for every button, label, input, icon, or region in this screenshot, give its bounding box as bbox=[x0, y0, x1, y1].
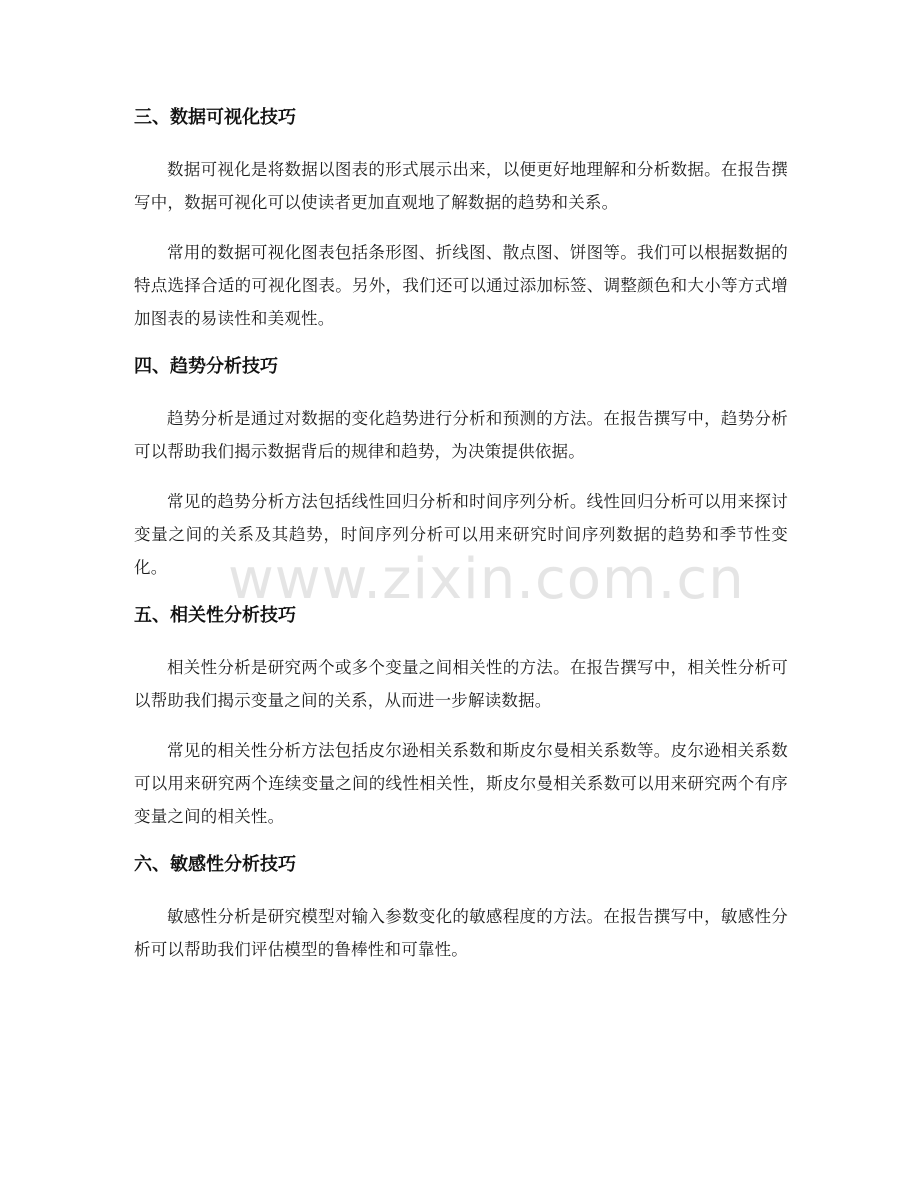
section-heading: 三、数据可视化技巧 bbox=[134, 107, 296, 128]
section-sensitivity-analysis bbox=[134, 850, 788, 966]
section-heading: 四、趋势分析技巧 bbox=[134, 356, 278, 377]
document-body bbox=[134, 103, 788, 983]
section-heading: 六、敏感性分析技巧 bbox=[134, 854, 296, 875]
paragraph: 相关性分析是研究两个或多个变量之间相关性的方法。在报告撰写中，相关性分析可以帮助我们揭示变量之间的关系，从而进一步解读数据。 bbox=[134, 658, 788, 710]
paragraph: 敏感性分析是研究模型对输入参数变化的敏感程度的方法。在报告撰写中，敏感性分析可以帮助我们评估模型的鲁棒性和可靠性。 bbox=[134, 907, 788, 959]
paragraph: 常见的相关性分析方法包括皮尔逊相关系数和斯皮尔曼相关系数等。皮尔逊相关系数可以用来研究两个连续变量之间的线性相关性，斯皮尔曼相关系数可以用来研究两个有序变量之间的相关性。 bbox=[134, 741, 788, 826]
section-data-visualization bbox=[134, 103, 788, 335]
paragraph: 常见的趋势分析方法包括线性回归分析和时间序列分析。线性回归分析可以用来探讨变量之间的关系及其趋势，时间序列分析可以用来研究时间序列数据的趋势和季节性变化。 bbox=[134, 492, 788, 577]
section-correlation-analysis bbox=[134, 601, 788, 833]
section-heading: 五、相关性分析技巧 bbox=[134, 605, 296, 626]
section-trend-analysis bbox=[134, 352, 788, 584]
watermark: www.zixin.com.cn bbox=[228, 547, 745, 612]
paragraph: 数据可视化是将数据以图表的形式展示出来，以便更好地理解和分析数据。在报告撰写中，数据可视化可以使读者更加直观地了解数据的趋势和关系。 bbox=[134, 160, 788, 212]
paragraph: 常用的数据可视化图表包括条形图、折线图、散点图、饼图等。我们可以根据数据的特点选择合适的可视化图表。另外，我们还可以通过添加标签、调整颜色和大小等方式增加图表的易读性和美观性。 bbox=[134, 243, 788, 328]
paragraph: 趋势分析是通过对数据的变化趋势进行分析和预测的方法。在报告撰写中，趋势分析可以帮助我们揭示数据背后的规律和趋势，为决策提供依据。 bbox=[134, 409, 788, 461]
